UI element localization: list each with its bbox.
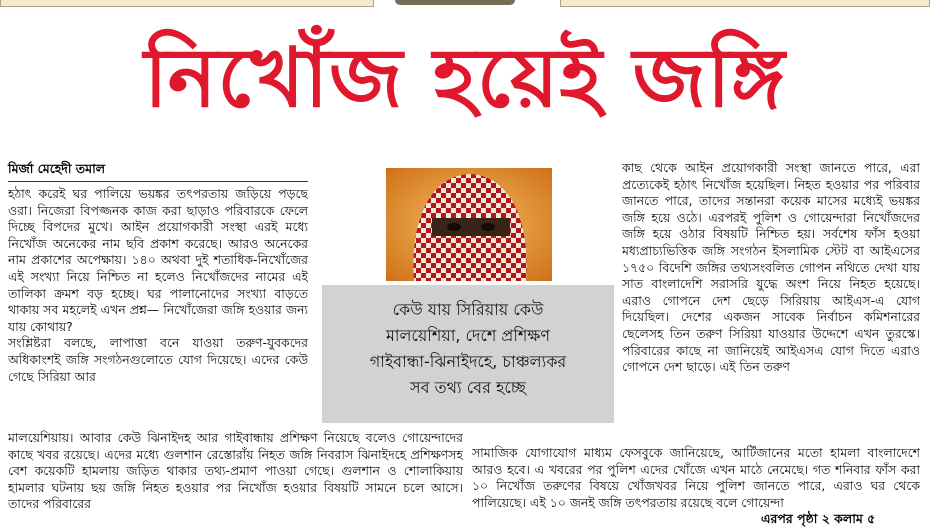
left-paragraph-1: হঠাৎ করেই ঘর পালিয়ে ভয়ঙ্কর তৎপরতায় জড়িয়ে পড়ছে ওরা। নিজেরা বিপজ্জনক কাজ করা ছাড়াও পরিবারকে ফেলে দিচ্ছে বিপদের মুখে। আইন প্রয়োগকারী সংস্থা এরই মধ্যে নিখোঁজ অনেকের নাম ছবি প্রকাশ করেছে। আরও অনেকের নাম প্রকাশের অপেক্ষায়। ১৪০ অথবা দুই শতাধিক-নিখোঁজের এই সংখ্যা নিয়ে নিশ্চিত না হলেও নিখোঁজদের নামের এই তালিকা ক্রমশ বড় হচ্ছে। ঘর পালানোদের সংখ্যা বাড়তে থাকায় সব মহলেই এখন প্রশ্ন— নিখোঁজেরা জঙ্গি হওয়ার জন্য যায় কোথায়? (8, 186, 308, 334)
left-paragraph-2: সংশ্লিষ্টরা বলছে, লাপাত্তা বনে যাওয়া তরুণ-যুবকদের অধিকাংশই জঙ্গি সংগঠনগুলোতে যোগ দিয়েছে। এদের কেউ গেছে সিরিয়া আর (8, 335, 308, 384)
pull-quote (322, 285, 614, 423)
byline: মির্জা মেহেদী তমাল (8, 161, 106, 176)
headline: নিখোঁজ হয়েই জঙ্গি (144, 31, 786, 126)
masked-militant-photo (386, 168, 552, 281)
pull-quote-line-4: সব তথ্য বের হচ্ছে (410, 378, 526, 397)
byline-rule (8, 181, 308, 182)
continued-page-note: এরপর পৃষ্ঠা ২ কলাম ৫ (761, 511, 876, 526)
previous-article-photo (395, 0, 515, 5)
pull-quote-line-1: কেউ যায় সিরিয়ায় কেউ (392, 300, 544, 319)
left-column (8, 186, 308, 411)
right-column: কাছ থেকে আইন প্রয়োগকারী সংস্থা জানতে পারে, এরা প্রত্যেকেই হঠাৎ নিখোঁজ হয়েছিল। নিহত হওয়ার পর পরিবার জানতে পারে, তাদের সন্তানরা কয়েক মাসের মধ্যেই ভয়ঙ্কর জঙ্গি হয়ে ওঠে। এরপরই পুলিশ ও গোয়েন্দারা নিখোঁজদের জঙ্গি হয়ে ওঠার বিষয়টি নিশ্চিত হয়। সর্বশেষ ফাঁস হওয়া মধ্যপ্রাচ্যভিত্তিক জঙ্গি সংগঠন ইসলামিক স্টেট বা আইএসের ১৭৫০ বিদেশি জঙ্গির তথ্যসংবলিত গোপন নথিতে দেখা যায় সাত বাংলাদেশি সরাসরি যুদ্ধে অংশ নিয়ে নিহত হয়েছে। এরাও গোপনে দেশ ছেড়ে সিরিয়ায় আইএস-এ যোগ দিয়েছিল। দেশের একজন সাবেক নির্বাচন কমিশনারের ছেলেসহ তিন তরুণ সিরিয়া যাওয়ার উদ্দেশে এখন তুরস্কে। পরিবারের কাছে না জানিয়েই আইএসএ যোগ দিতে এরাও গোপনে দেশ ছাড়ে। এই তিন তরুণ (622, 160, 920, 375)
pull-quote-text (322, 297, 614, 401)
bottom-right-column: সামাজিক যোগাযোগ মাধ্যম ফেসবুকে জানিয়েছে, আর্টিজানের মতো হামলা বাংলাদেশে আরও হবে। এ খবরের পর পুলিশ এদের খোঁজে এখন মাঠে নেমেছে। গত শনিবার ফাঁস করা ১০ নিখোঁজ তরুণের বিষয়ে খোঁজখবর নিয়ে পুলিশ জানতে পারে, এরাও ঘর থেকে পালিয়েছে। এই ১০ জনই জঙ্গি তৎপরতায় রয়েছে বলে গোয়েন্দা (472, 445, 920, 510)
pull-quote-line-2: মালয়েশিয়া, দেশে প্রশিক্ষণ (385, 326, 551, 345)
previous-article-box-right (560, 0, 930, 7)
previous-article-box-left (0, 0, 374, 7)
pull-quote-line-3: গাইবান্ধা-ঝিনাইদহে, চাঞ্চল্যকর (369, 352, 567, 371)
bottom-left-column: মালয়েশিয়ায়। আবার কেউ ঝিনাইদহ আর গাইবান্ধায় প্রশিক্ষণ নিয়েছে বলেও গোয়েন্দাদের কাছে খবর রয়েছে। এদের মধ্যে গুলশান রেস্তোরাঁয় নিহত জঙ্গি নিবরাস ঝিনাইদহে প্রশিক্ষণসহ বেশ কয়েকটি হামলায় জড়িত থাকার তথ্য-প্রমাণ পাওয়া গেছে। গুলশান ও শোলাকিয়ায় হামলার ঘটনায় ছয় জঙ্গি নিহত হওয়ার পর নিখোঁজ হওয়ার বিষয়টি সামনে চলে আসে। তাদের পরিবারের (8, 430, 463, 512)
top-strip (0, 0, 930, 9)
